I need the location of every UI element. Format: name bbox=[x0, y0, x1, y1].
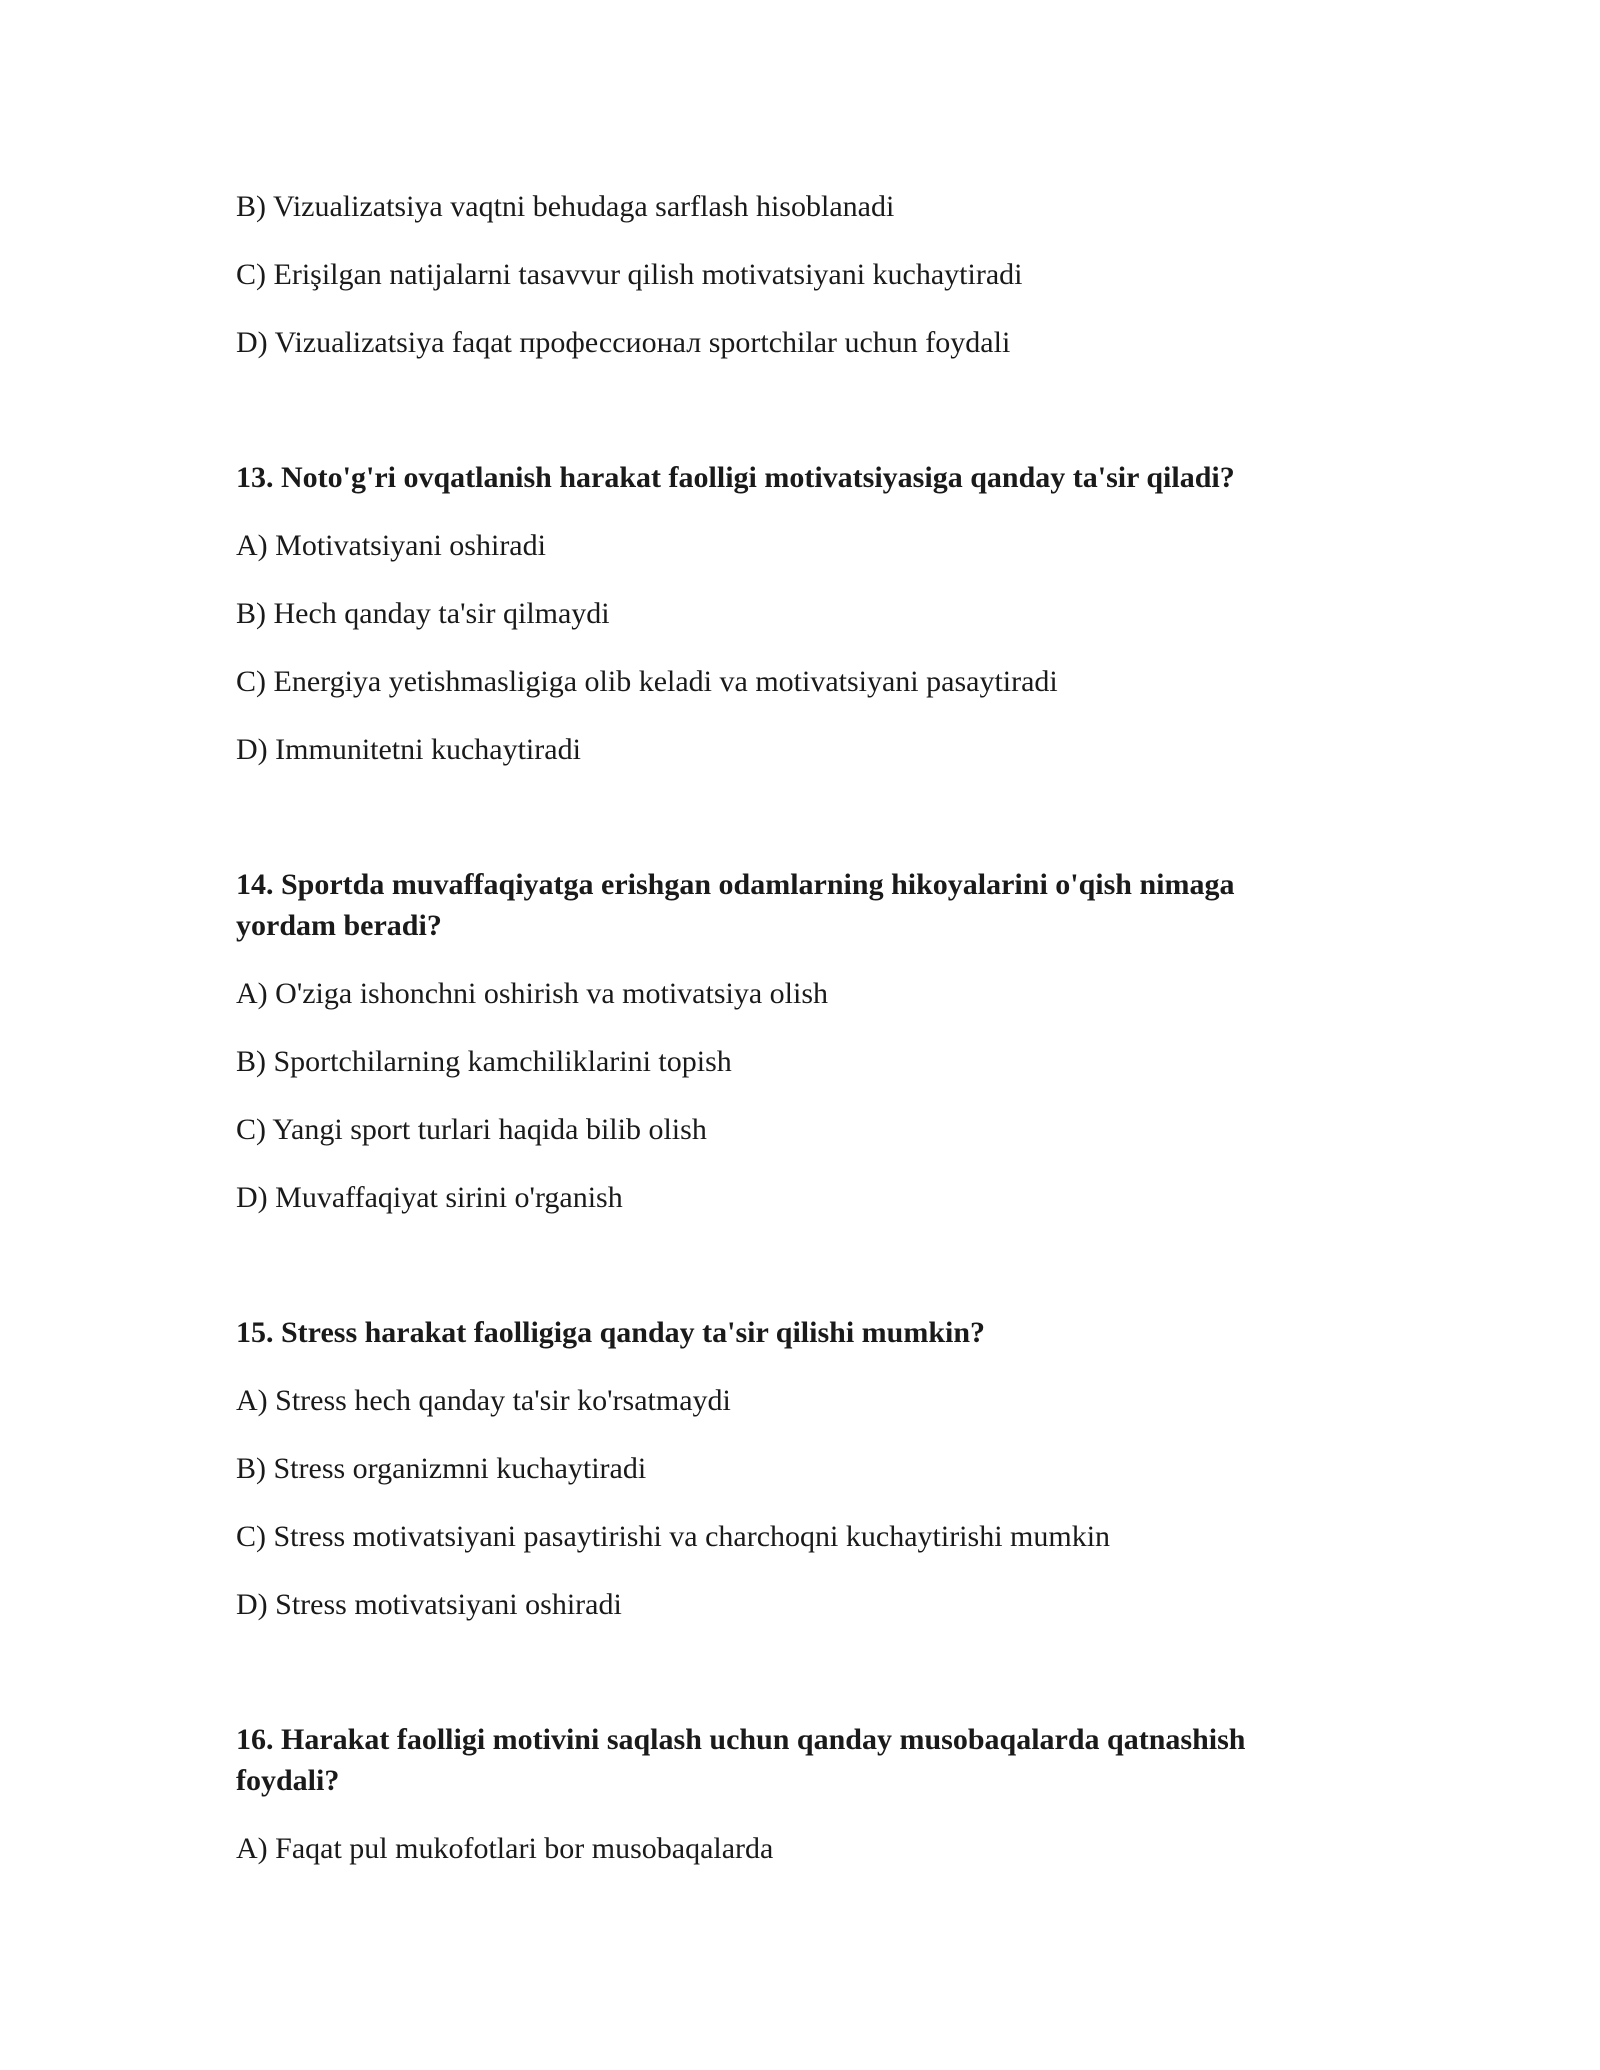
q15-option-c: C) Stress motivatsiyani pasaytirishi va charchoqni kuchaytirishi mumkin bbox=[236, 1520, 1111, 1553]
q13-option-d: D) Immunitetni kuchaytiradi bbox=[236, 733, 581, 766]
q16-question bbox=[236, 1719, 1366, 1801]
q15-option-a: A) Stress hech qanday ta'sir ko'rsatmaydi bbox=[236, 1384, 731, 1417]
q13-option-a: A) Motivatsiyani oshiradi bbox=[236, 529, 546, 562]
q16-option-a: A) Faqat pul mukofotlari bor musobaqalarda bbox=[236, 1832, 774, 1865]
q14-question-line2: yordam beradi? bbox=[236, 909, 442, 942]
q15-option-d: D) Stress motivatsiyani oshiradi bbox=[236, 1588, 622, 1621]
q14-question bbox=[236, 864, 1366, 946]
q15-question: 15. Stress harakat faolligiga qanday ta'sir qilishi mumkin? bbox=[236, 1316, 986, 1349]
q14-option-d: D) Muvaffaqiyat sirini o'rganish bbox=[236, 1181, 623, 1214]
q13-question: 13. Noto'g'ri ovqatlanish harakat faolligi motivatsiyasiga qanday ta'sir qiladi? bbox=[236, 461, 1235, 494]
spacer bbox=[236, 1245, 1366, 1312]
spacer bbox=[236, 797, 1366, 864]
q12-option-b: B) Vizualizatsiya vaqtni behudaga sarflash hisoblanadi bbox=[236, 190, 895, 223]
spacer bbox=[236, 390, 1366, 457]
q14-option-b: B) Sportchilarning kamchiliklarini topish bbox=[236, 1045, 732, 1078]
question-12-block bbox=[236, 186, 1366, 363]
page-content bbox=[236, 186, 1366, 1896]
question-15-block bbox=[236, 1312, 1366, 1625]
question-13-block bbox=[236, 457, 1366, 770]
q12-option-c: C) Erişilgan natijalarni tasavvur qilish motivatsiyani kuchaytiradi bbox=[236, 258, 1023, 291]
q13-option-b: B) Hech qanday ta'sir qilmaydi bbox=[236, 597, 610, 630]
q14-question-line1: 14. Sportda muvaffaqiyatga erishgan odamlarning hikoyalarini o'qish nimaga bbox=[236, 868, 1235, 901]
q12-option-d: D) Vizualizatsiya faqat профессионал sportchilar uchun foydali bbox=[236, 326, 1011, 359]
q16-question-line1: 16. Harakat faolligi motivini saqlash uchun qanday musobaqalarda qatnashish bbox=[236, 1723, 1246, 1756]
q13-option-c: C) Energiya yetishmasligiga olib keladi va motivatsiyani pasaytiradi bbox=[236, 665, 1058, 698]
q14-option-c: C) Yangi sport turlari haqida bilib olish bbox=[236, 1113, 707, 1146]
q14-option-a: A) O'ziga ishonchni oshirish va motivatsiya olish bbox=[236, 977, 829, 1010]
spacer bbox=[236, 1652, 1366, 1719]
q16-question-line2: foydali? bbox=[236, 1764, 340, 1797]
question-14-block bbox=[236, 864, 1366, 1218]
question-16-block bbox=[236, 1719, 1366, 1869]
q15-option-b: B) Stress organizmni kuchaytiradi bbox=[236, 1452, 647, 1485]
